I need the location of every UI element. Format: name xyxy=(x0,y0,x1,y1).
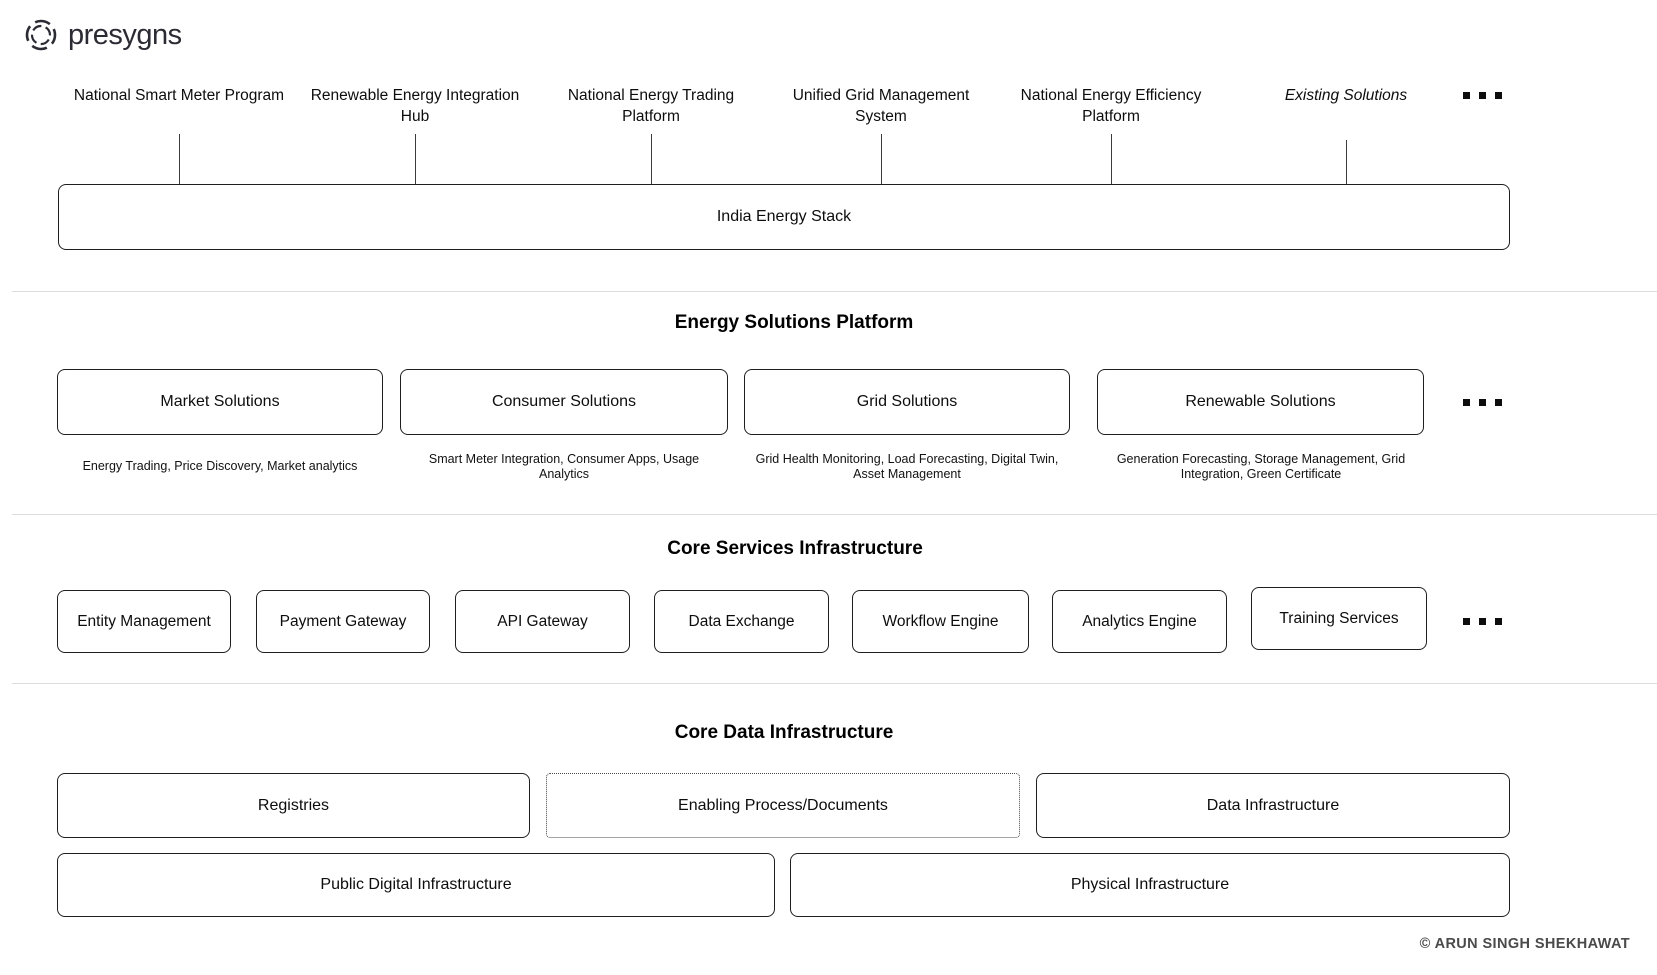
api-gateway-box xyxy=(455,590,630,653)
section-divider xyxy=(12,683,1657,684)
physical-infrastructure-label: Physical Infrastructure xyxy=(1070,876,1230,893)
workflow-engine-label: Workflow Engine xyxy=(882,612,999,630)
section-divider xyxy=(12,514,1657,515)
brand-name: presygns xyxy=(68,18,182,51)
enabling-process-documents-box xyxy=(546,773,1020,838)
payment-gateway-label: Payment Gateway xyxy=(279,612,407,630)
connector-line xyxy=(651,134,652,184)
brand-logo xyxy=(22,16,182,54)
physical-infrastructure-box xyxy=(790,853,1510,917)
workflow-engine-box xyxy=(852,590,1029,653)
training-services-label: Training Services xyxy=(1279,609,1399,627)
core-data-title: Core Data Infrastructure xyxy=(674,722,894,743)
market-solutions-box xyxy=(57,369,383,435)
public-digital-infrastructure-box xyxy=(57,853,775,917)
registries-box xyxy=(57,773,530,838)
data-exchange-label: Data Exchange xyxy=(688,612,795,630)
analytics-engine-label: Analytics Engine xyxy=(1082,612,1197,630)
registries-label: Registries xyxy=(257,796,330,814)
consumer-solutions-label: Consumer Solutions xyxy=(491,393,637,410)
connector-line xyxy=(1346,140,1347,184)
more-services-ellipsis-icon xyxy=(1463,618,1502,625)
consumer-solutions-box xyxy=(400,369,728,435)
training-services-box xyxy=(1251,587,1427,650)
api-gateway-label: API Gateway xyxy=(497,612,588,630)
grid-solutions-label: Grid Solutions xyxy=(856,393,958,410)
core-services-title: Core Services Infrastructure xyxy=(667,538,923,559)
grid-solutions-box xyxy=(744,369,1070,435)
india-energy-stack-label: India Energy Stack xyxy=(716,208,852,225)
analytics-engine-box xyxy=(1052,590,1227,653)
connector-line xyxy=(415,134,416,184)
energy-solutions-platform-title: Energy Solutions Platform xyxy=(674,312,914,333)
data-exchange-box xyxy=(654,590,829,653)
grid-solutions-description: Grid Health Monitoring, Load Forecasting, Digital Twin, Asset Management xyxy=(755,451,1059,481)
more-platform-boxes-ellipsis-icon xyxy=(1463,399,1502,406)
enabling-process-documents-label: Enabling Process/Documents xyxy=(678,796,888,814)
public-digital-infrastructure-label: Public Digital Infrastructure xyxy=(320,876,512,893)
more-solutions-ellipsis-icon xyxy=(1463,92,1502,99)
renewable-solutions-description: Generation Forecasting, Storage Management, Grid Integration, Green Certificate xyxy=(1116,451,1406,481)
market-solutions-description: Energy Trading, Price Discovery, Market analytics xyxy=(82,459,358,474)
top-solution-label-2: Renewable Energy Integration Hub xyxy=(310,87,520,125)
renewable-solutions-label: Renewable Solutions xyxy=(1185,393,1336,410)
data-infrastructure-box xyxy=(1036,773,1510,838)
renewable-solutions-box xyxy=(1097,369,1424,435)
top-solution-label-1: National Smart Meter Program xyxy=(73,87,285,104)
top-solution-label-4: Unified Grid Management System xyxy=(792,87,970,125)
connector-line xyxy=(1111,134,1112,184)
entity-management-box xyxy=(57,590,231,653)
copyright-text: © ARUN SINGH SHEKHAWAT xyxy=(1419,936,1630,952)
connector-line xyxy=(881,134,882,184)
entity-management-label: Entity Management xyxy=(77,612,211,630)
section-divider xyxy=(12,291,1657,292)
top-solution-label-existing: Existing Solutions xyxy=(1284,87,1408,104)
top-solution-label-3: National Energy Trading Platform xyxy=(567,87,735,125)
top-solution-label-5: National Energy Efficiency Platform xyxy=(1020,87,1202,125)
connector-line xyxy=(179,134,180,184)
payment-gateway-box xyxy=(256,590,430,653)
presygns-logo-icon xyxy=(22,16,60,54)
consumer-solutions-description: Smart Meter Integration, Consumer Apps, Usage Analytics xyxy=(428,451,700,481)
india-energy-stack-box xyxy=(58,184,1510,250)
data-infrastructure-label: Data Infrastructure xyxy=(1206,796,1340,814)
market-solutions-label: Market Solutions xyxy=(160,393,280,410)
